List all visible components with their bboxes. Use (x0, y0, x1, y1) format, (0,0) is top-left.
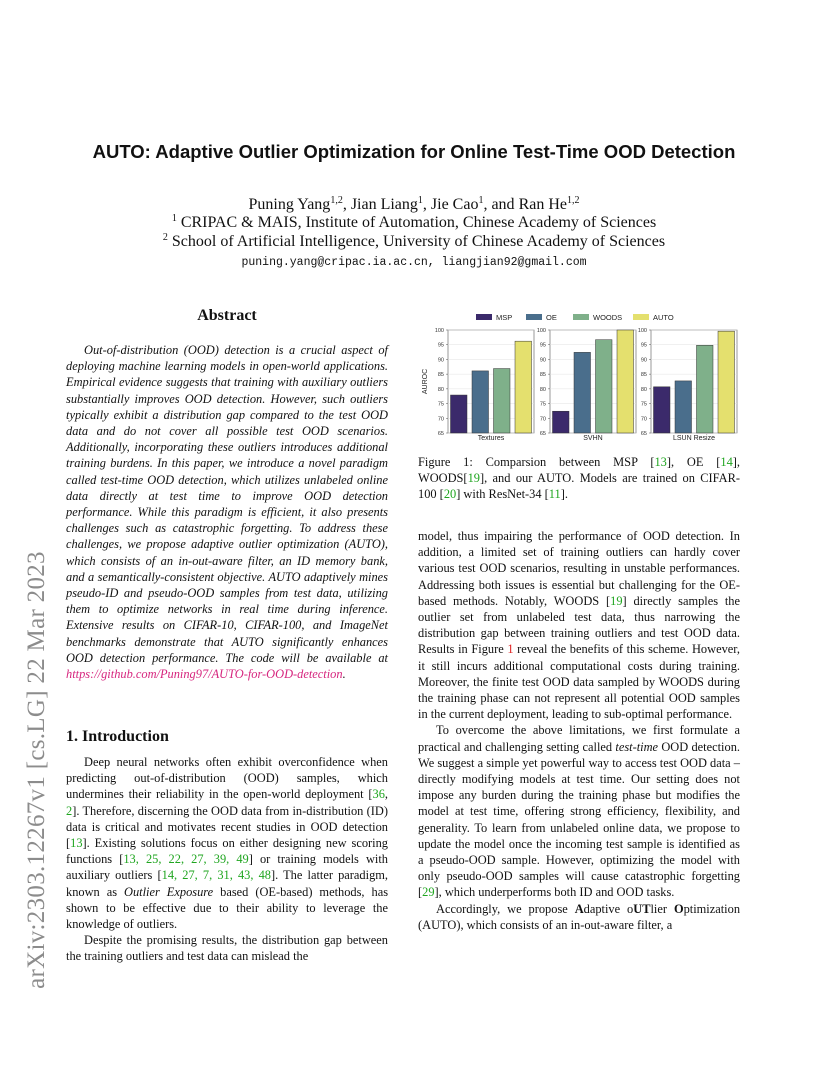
legend-swatch (476, 314, 492, 320)
arxiv-sidebar (14, 280, 60, 989)
affiliation-text: School of Artificial Intelligence, University of Chinese Academy of Sciences (171, 233, 666, 250)
y-tick-label: 95 (640, 342, 647, 349)
citation-link[interactable]: 2 (66, 803, 73, 818)
bar-oe (675, 381, 692, 433)
text-span: ] with ResNet-34 [ (456, 487, 549, 502)
y-tick-label: 80 (640, 386, 647, 393)
y-tick-label: 95 (539, 342, 546, 349)
author-emails: puning.yang@cripac.ia.ac.cn, liangjian92@gmail.com (241, 256, 587, 269)
paragraph (418, 528, 740, 722)
y-axis-label: AUROC (422, 368, 429, 395)
author-sup: 1 (417, 195, 423, 206)
author-list: Puning Yang$^{1,2}$, Jian Liang$^1$, Jie Cao$^1$, and Ran He$^{1,2}$ (248, 195, 580, 213)
text-span: ptimization (AUTO), which consists of an in-out-aware filter, a (418, 901, 741, 932)
legend-swatch (573, 314, 589, 320)
bold-letter: O (673, 901, 684, 916)
paragraph (418, 901, 740, 933)
y-tick-label: 100 (637, 328, 647, 334)
author-name: Jie Cao (430, 196, 479, 213)
text-span: ], which underperforms both ID and OOD tasks. (434, 885, 675, 900)
legend-label: MSP (496, 313, 513, 322)
y-tick-label: 75 (640, 401, 647, 408)
bar-woods (494, 369, 511, 433)
legend-label: AUTO (653, 313, 674, 322)
x-category-label: SVHN (583, 435, 603, 442)
text-span: ]. Existing solutions focus on either designing new scoring functions [ (66, 836, 388, 867)
affiliation-2 (0, 233, 828, 251)
arxiv-id: arXiv:2303.12267v1 [cs.LG] 22 Mar 2023 (23, 551, 50, 989)
y-tick-label: 80 (539, 386, 546, 393)
bar-msp (451, 395, 468, 433)
y-tick-label: 70 (539, 416, 546, 423)
affiliation-1 (0, 214, 828, 232)
paragraph (66, 754, 388, 932)
citation-link[interactable]: 29 (422, 885, 435, 900)
text-span: ] directly samples the outlier set from unlabeled test data, thus narrowing the distribution gap between training outliers and test OOD data. Results in Figure (418, 593, 740, 657)
y-tick-label: 70 (640, 416, 647, 423)
figure-1-caption (418, 454, 740, 503)
section-heading: 1. Introduction (66, 728, 169, 745)
bar-oe (472, 371, 489, 433)
y-tick-label: 70 (437, 416, 444, 423)
author-name: Jian Liang (350, 196, 418, 213)
text-span: model, thus impairing the performance of OOD detection. In addition, a limited set of training outliers can hardly cover various test OOD scenarios, resulting in unstable performances. Addressing both issues is essential but challenging for the OE-based methods. Notably, WOODS [ (418, 529, 740, 608)
y-tick-label: 65 (640, 431, 647, 437)
text-span: daptive o (583, 901, 634, 916)
text-span: Deep neural networks often exhibit overconfidence when predicting out-of-distribution (OOD) samples, which undermines their reliability in the open-world deployment [ (66, 755, 388, 802)
y-tick-label: 90 (539, 357, 546, 364)
figure-link[interactable]: 1 (507, 642, 514, 657)
text-span: ]. (560, 487, 568, 502)
text-span: reveal the benefits of this scheme. However, it still incurs additional computational costs during training. Moreover, the finite test OOD data sampled by WOODS during the training phase can not represent all potential OOD samples in the current deployment, leading to sub-optimal performance. (418, 642, 740, 722)
left-column-text (66, 754, 388, 965)
y-tick-label: 65 (437, 431, 444, 437)
bar-auto (718, 331, 735, 433)
emphasis-text: test-time (615, 739, 659, 754)
text-span: ]. Therefore, discerning the OOD data from in-distribution (ID) data is critical and motivates recent studies in OOD detection [ (66, 803, 388, 851)
citation-link[interactable]: 13 (654, 455, 667, 469)
y-tick-label: 90 (640, 357, 647, 364)
citation-link[interactable]: 13 (70, 836, 83, 851)
y-tick-label: 90 (437, 357, 444, 364)
y-tick-label: 100 (434, 328, 444, 334)
citation-link[interactable]: 11 (548, 487, 561, 502)
y-tick-label: 80 (437, 386, 444, 393)
legend-label: OE (546, 313, 557, 322)
text-span: ] or training models with auxiliary outliers [ (66, 852, 388, 883)
code-link[interactable]: https://github.com/Puning97/AUTO-for-OOD-detection (66, 667, 343, 682)
citation-link[interactable]: 14, 27, 7, 31, 43, 48 (161, 868, 271, 883)
y-tick-label: 85 (437, 372, 444, 379)
text-span: Accordingly, we propose (436, 901, 575, 916)
bold-letter: UT (633, 901, 651, 916)
citation-link[interactable]: 19 (610, 593, 623, 608)
abstract-heading: Abstract (197, 307, 257, 324)
x-category-label: Textures (477, 435, 505, 442)
citation-link[interactable]: 20 (443, 487, 457, 502)
y-tick-label: 85 (539, 372, 546, 379)
y-tick-label: 75 (437, 401, 444, 408)
citation-link[interactable]: 19 (467, 471, 480, 486)
abstract-end: . (342, 667, 346, 682)
y-tick-label: 95 (437, 342, 444, 349)
legend-swatch (526, 314, 542, 320)
emphasis-text: Outlier Exposure (124, 884, 214, 899)
text-span: OOD detection. We suggest a simple yet powerful way to access test OOD data – directly modifying models at test time. Our setting does not impose any burden during the training phase but modifies the model at test time, offering strong efficiency, flexibility, and generality. To learn from unlabeled online data, we propose to update the model once the incoming test sample is identified as a pseudo-OOD sample. However, optimizing the model with only pseudo-OOD samples will cause catastrophic forgetting [ (418, 739, 740, 900)
bar-msp (654, 387, 671, 433)
bold-letter: A (574, 901, 584, 916)
text-span: lier (650, 901, 674, 916)
text-span: based (OE-based) methods, has shown to be effective due to their ability to leverage the knowledge of outliers. (66, 884, 389, 932)
text-span: ]. The latter paradigm, known as (66, 868, 388, 899)
bar-oe (574, 352, 591, 433)
y-tick-label: 65 (539, 431, 546, 437)
text-span: ], OE [ (666, 455, 721, 469)
author-sup: 1,2 (567, 195, 580, 206)
abstract-body (66, 342, 388, 682)
y-tick-label: 100 (536, 328, 546, 334)
paragraph: Despite the promising results, the distribution gap between the training outliers and test data can mislead the (66, 933, 388, 964)
y-tick-label: 85 (640, 372, 647, 379)
y-tick-label: 75 (539, 401, 546, 408)
x-category-label: LSUN Resize (672, 435, 716, 442)
citation-link[interactable]: 14 (720, 455, 733, 469)
author-sup: 1,2 (330, 195, 343, 206)
bar-woods (596, 340, 613, 433)
bar-msp (553, 411, 570, 433)
paragraph (418, 722, 740, 900)
author-name: Puning Yang (248, 196, 331, 213)
affiliation-text: CRIPAC & MAIS, Institute of Automation, Chinese Academy of Sciences (180, 214, 657, 231)
citation-link[interactable]: 13, 25, 22, 27, 39, 49 (123, 852, 249, 867)
right-column-text (418, 528, 740, 933)
paper-title: AUTO: Adaptive Outlier Optimization for Online Test-Time OOD Detection (92, 141, 736, 162)
text-span: ], WOODS[ (418, 455, 741, 486)
bar-woods (697, 345, 714, 433)
citation-link[interactable]: 36 (372, 787, 385, 802)
author-sup: 1 (478, 195, 484, 206)
text-span: ], and our AUTO. Models are trained on CIFAR-100 [ (418, 471, 740, 502)
text-span: , (384, 787, 388, 802)
figure-1-chart (418, 308, 744, 448)
bar-auto (515, 341, 532, 433)
abstract-text: Out-of-distribution (OOD) detection is a crucial aspect of deploying machine learning models in open-world applications. Empirical evidence suggests that training with auxiliary outliers substantially improves OOD detection. However, such outliers typically exhibit a distribution gap compared to the test OOD data and do not cover all possible test OOD scenarios. Additionally, incorporating these outliers introduces additional training burdens. In this paper, we introduce a novel paradigm called test-time OOD detection, which utilizes unlabeled online data directly at test time to improve OOD detection performance. While this paradigm is efficient, it also presents challenges such as catastrophic forgetting. To address these challenges, we propose adaptive outlier optimization (AUTO), which consists of an in-out-aware filter, an ID memory bank, and a semantically-consistent objective. AUTO adaptively mines pseudo-ID and pseudo-OOD samples from test data, utilizing them to optimize networks in real time during inference. Extensive results on CIFAR-10, CIFAR-100, and ImageNet benchmarks demonstrate that AUTO significantly enhances OOD detection performance. The code will be available at (66, 343, 388, 665)
legend-swatch (633, 314, 649, 320)
text-span: To overcome the above limitations, we first formulate a practical and challenging setting called (418, 723, 740, 754)
affiliation-sup: 1 (171, 213, 177, 224)
legend-label: WOODS (593, 313, 623, 322)
author-name: Ran He (518, 196, 567, 213)
bar-auto (617, 330, 634, 433)
affiliation-sup: 2 (162, 232, 168, 243)
text-span: Figure 1: Comparsion between MSP [ (418, 455, 655, 469)
